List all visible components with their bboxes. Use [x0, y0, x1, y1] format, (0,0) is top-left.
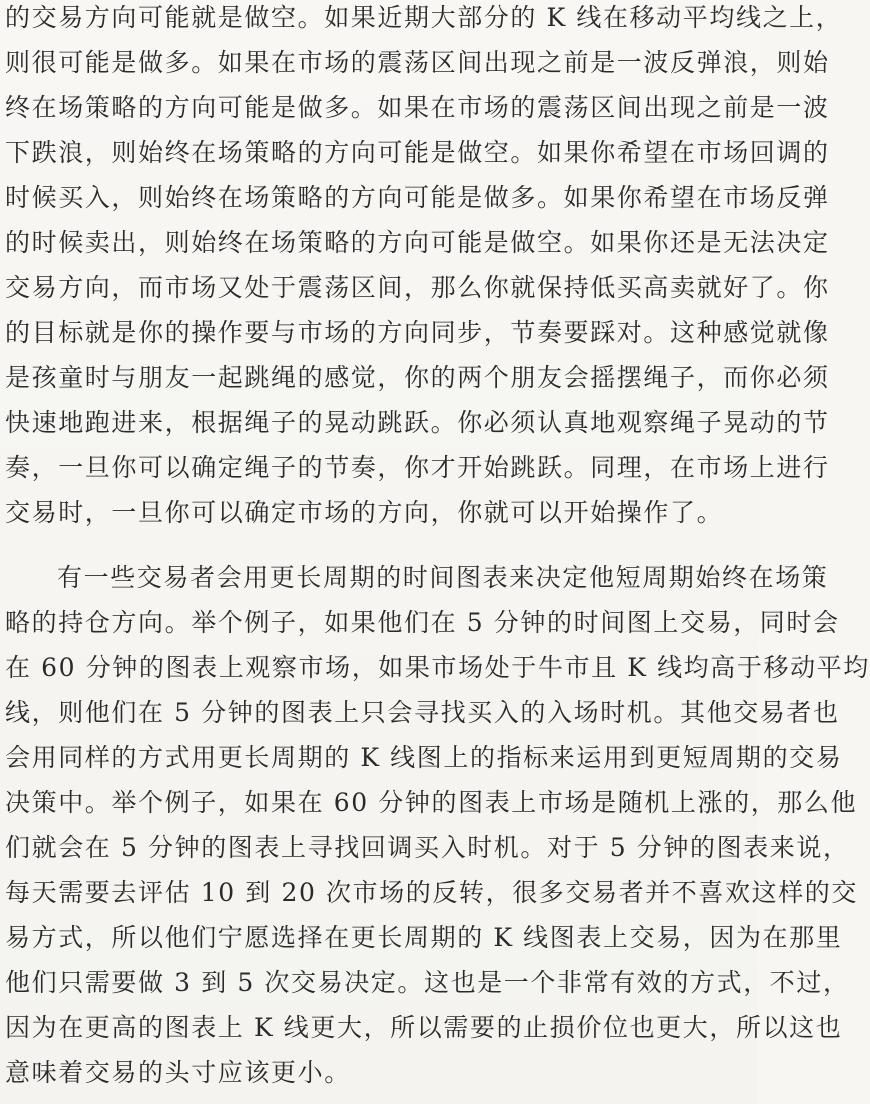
p2-line-7: 们就会在 5 分钟的图表上寻找回调买入时机。对于 5 分钟的图表来说，	[5, 833, 850, 862]
p2-line-4: 线，则他们在 5 分钟的图表上只会寻找买入的入场时机。其他交易者也	[5, 698, 840, 727]
p1-line-1: 的交易方向可能就是做空。如果近期大部分的 K 线在移动平均线之上，	[5, 3, 843, 32]
p2-line-8: 每天需要去评估 10 到 20 次市场的反转，很多交易者并不喜欢这样的交	[5, 878, 859, 907]
p2-line-6: 决策中。举个例子，如果在 60 分钟的图表上市场是随机上涨的，那么他	[5, 788, 858, 817]
p2-line-5: 会用同样的方式用更长周期的 K 线图上的指标来运用到更短周期的交易	[5, 743, 843, 772]
p1-line-3: 终在场策略的方向可能是做多。如果在市场的震荡区间出现之前是一波	[5, 93, 830, 122]
p1-line-10: 快速地跑进来，根据绳子的晃动跳跃。你必须认真地观察绳子晃动的节	[5, 408, 830, 437]
p1-line-5: 时候买入，则始终在场策略的方向可能是做多。如果你希望在市场反弹	[5, 183, 830, 212]
p1-line-6: 的时候卖出，则始终在场策略的方向可能是做空。如果你还是无法决定	[5, 228, 830, 257]
p2-line-11: 因为在更高的图表上 K 线更大，所以需要的止损价位也更大，所以这也	[5, 1013, 843, 1042]
p1-line-11: 奏，一旦你可以确定绳子的节奏，你才开始跳跃。同理，在市场上进行	[5, 453, 830, 482]
p2-line-2: 略的持仓方向。举个例子，如果他们在 5 分钟的时间图上交易，同时会	[5, 608, 840, 637]
p1-line-9: 是孩童时与朋友一起跳绳的感觉，你的两个朋友会摇摆绳子，而你必须	[5, 363, 830, 392]
p1-line-7: 交易方向，而市场又处于震荡区间，那么你就保持低买高卖就好了。你	[5, 273, 830, 302]
p2-line-1: 有一些交易者会用更长周期的时间图表来决定他短周期始终在场策	[57, 563, 829, 592]
p2-line-10: 他们只需要做 3 到 5 次交易决定。这也是一个非常有效的方式，不过，	[5, 968, 850, 997]
p2-line-12: 意味着交易的头寸应该更小。	[5, 1058, 351, 1087]
p1-line-4: 下跌浪，则始终在场策略的方向可能是做空。如果你希望在市场回调的	[5, 138, 830, 167]
p2-line-3: 在 60 分钟的图表上观察市场，如果市场处于牛市且 K 线均高于移动平均	[5, 653, 870, 682]
p1-line-2: 则很可能是做多。如果在市场的震荡区间出现之前是一波反弹浪，则始	[5, 48, 830, 77]
p1-line-8: 的目标就是你的操作要与市场的方向同步，节奏要踩对。这种感觉就像	[5, 318, 830, 347]
p1-line-12: 交易时，一旦你可以确定市场的方向，你就可以开始操作了。	[5, 498, 724, 527]
p2-line-9: 易方式，所以他们宁愿选择在更长周期的 K 线图表上交易，因为在那里	[5, 923, 843, 952]
